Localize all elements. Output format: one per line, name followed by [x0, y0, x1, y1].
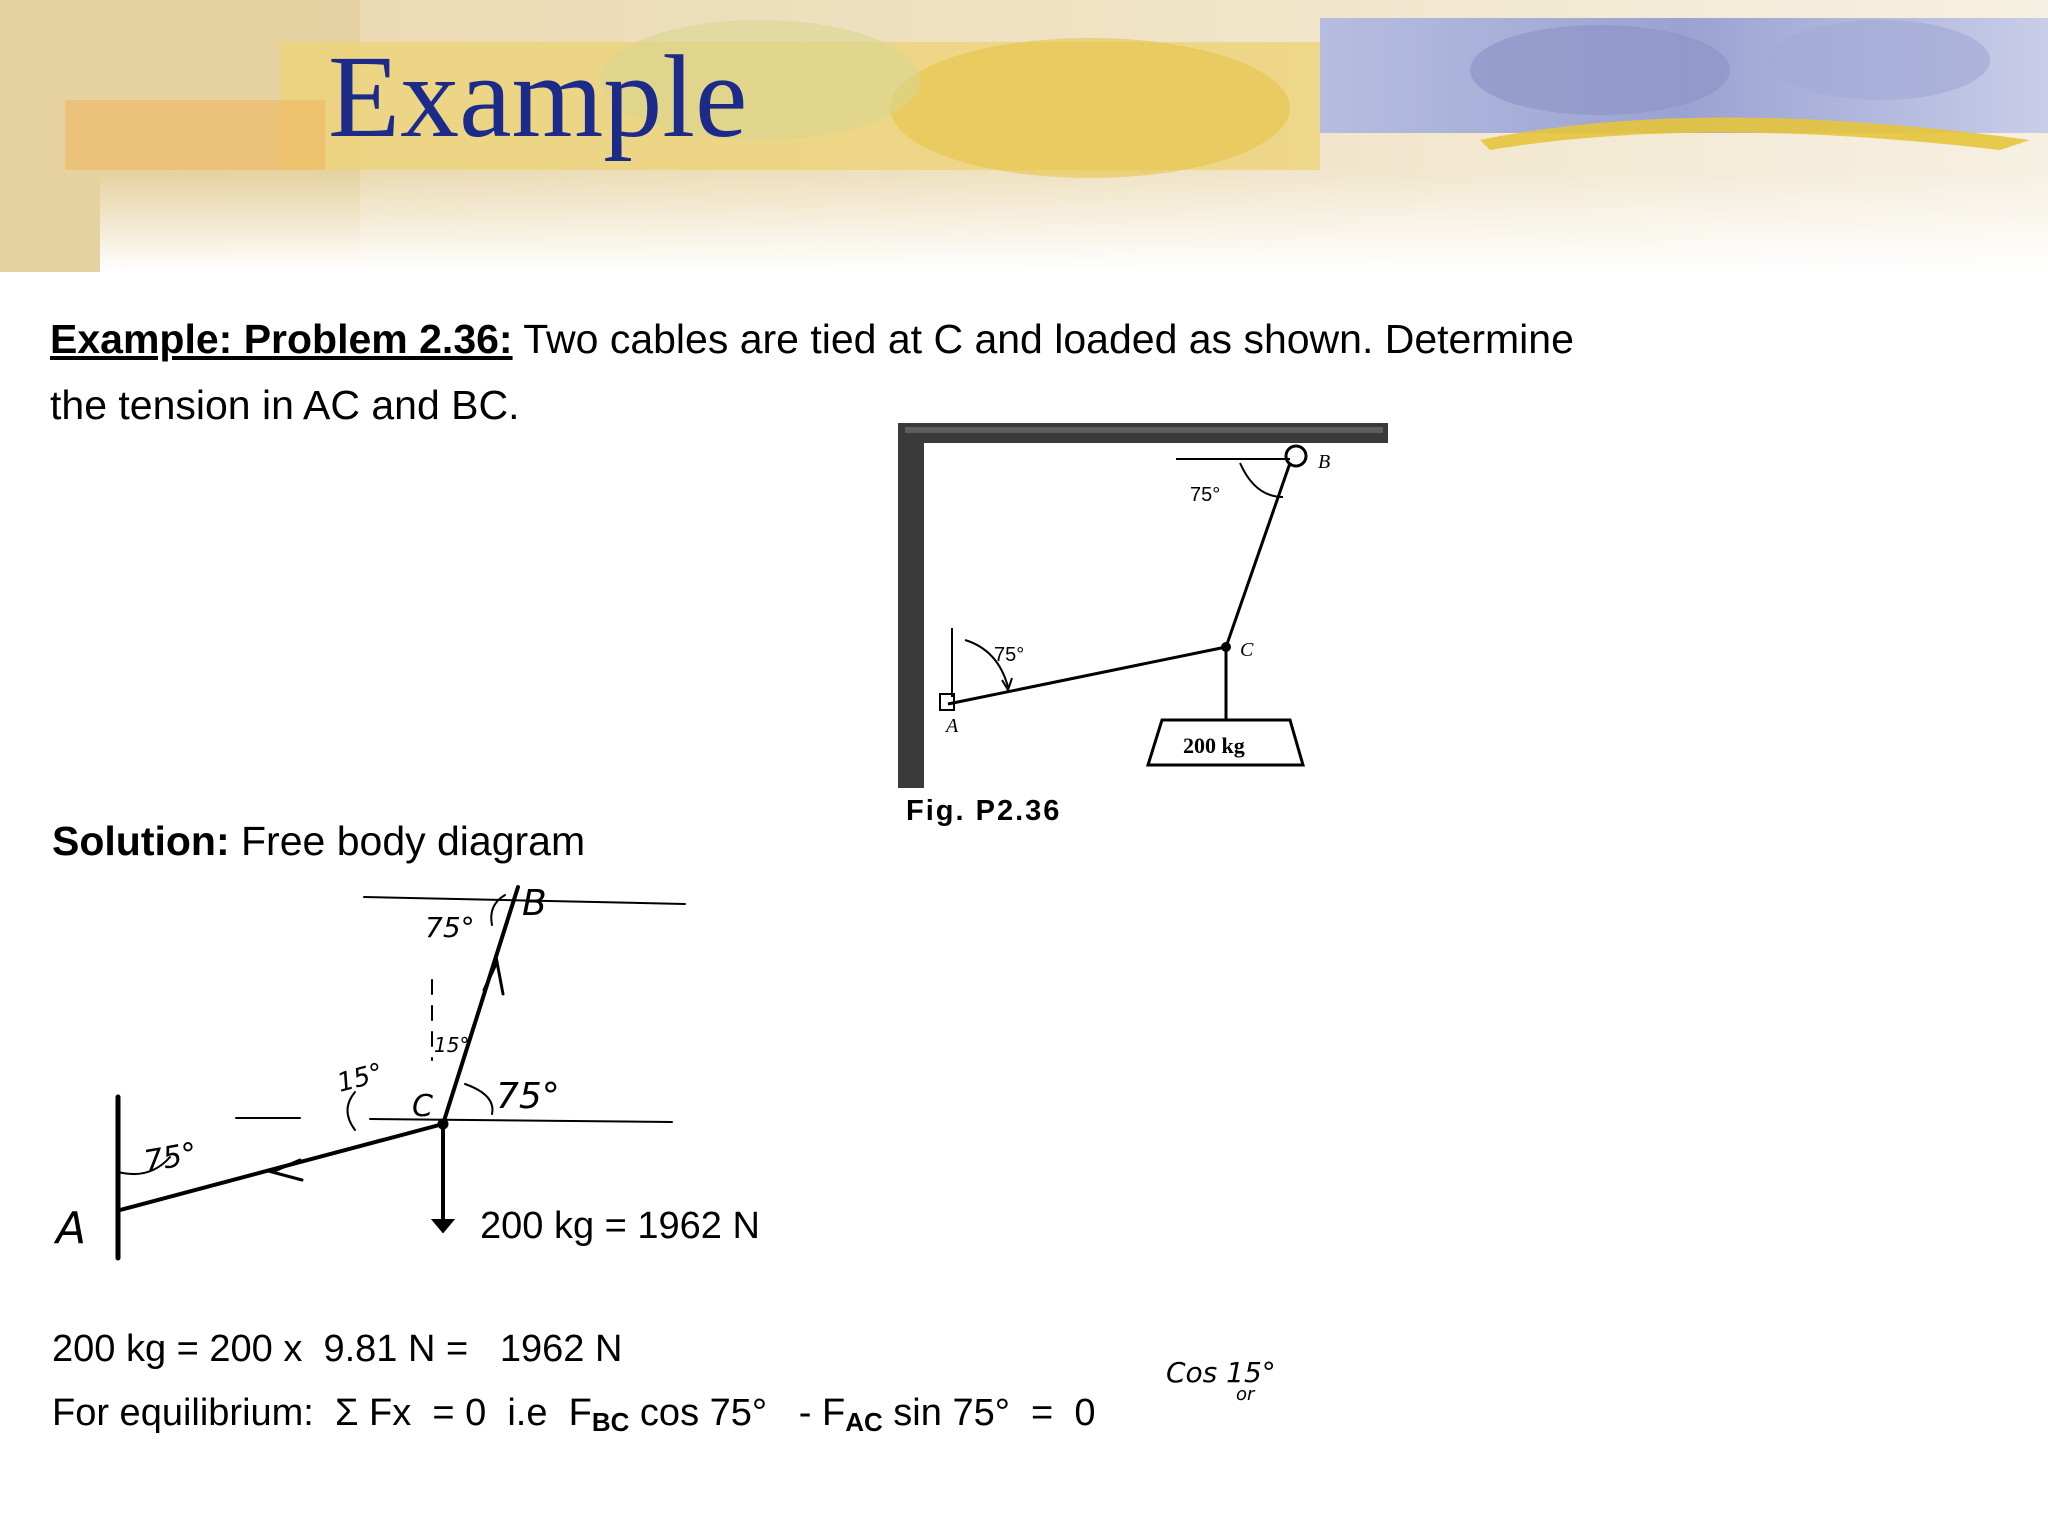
solution-text: Free body diagram: [229, 818, 586, 864]
handwritten-note: Cos 15°: [1166, 1356, 1276, 1389]
problem-text-line1: Two cables are tied at C and loaded as shown. Determine: [512, 316, 1574, 362]
equation-mass: 200 kg = 200 x 9.81 N = 1962 N: [52, 1328, 623, 1370]
eq-suffix: sin 75° = 0: [882, 1392, 1096, 1434]
fig-load-label: 200 kg: [1183, 733, 1245, 758]
fig-label-b: B: [1318, 451, 1331, 473]
fbd-angle-75-top: 75°: [425, 911, 475, 944]
fbd-load-arrow: [433, 1220, 453, 1232]
eq-sub-bc: BC: [591, 1407, 630, 1437]
fig-label-c: C: [1240, 639, 1254, 661]
eq-prefix: For equilibrium: Σ Fx = 0 i.e F: [52, 1392, 592, 1434]
fbd-angle-15-vertical: 15°: [434, 1033, 470, 1057]
fbd-label-a: A: [56, 1203, 87, 1254]
handwritten-or: or: [1236, 1384, 1255, 1405]
fbd-angle-75-right: 75°: [496, 1076, 560, 1117]
problem-text-line2: the tension in AC and BC.: [50, 382, 520, 428]
fig-angle-top: 75°: [1190, 484, 1221, 506]
slide-title: Example: [328, 31, 748, 162]
problem-label: Example: Problem 2.36:: [50, 316, 513, 362]
cable-bc: [1226, 463, 1290, 647]
fbd-angle-75-wall: 75°: [141, 1136, 200, 1180]
fbd-label-c: C: [412, 1089, 433, 1124]
fbd-angle-15-left: 15°: [334, 1057, 387, 1099]
fbd-load-label: 200 kg = 1962 N: [480, 1205, 760, 1247]
eq-mid: cos 75° - F: [629, 1392, 846, 1434]
fig-angle-left: 75°: [994, 644, 1025, 666]
eq-sub-ac: AC: [845, 1407, 883, 1437]
wall: [898, 423, 924, 788]
cable-ac: [948, 647, 1226, 704]
figure-caption: Fig. P2.36: [906, 795, 1062, 827]
fig-label-a: A: [946, 715, 959, 737]
free-body-diagram: [118, 887, 685, 1258]
solution-heading: [52, 818, 585, 865]
equation-equilibrium: [52, 1392, 1095, 1438]
solution-label: Solution:: [52, 818, 230, 864]
joint-c: [1221, 642, 1231, 652]
fbd-label-b: B: [522, 883, 547, 924]
